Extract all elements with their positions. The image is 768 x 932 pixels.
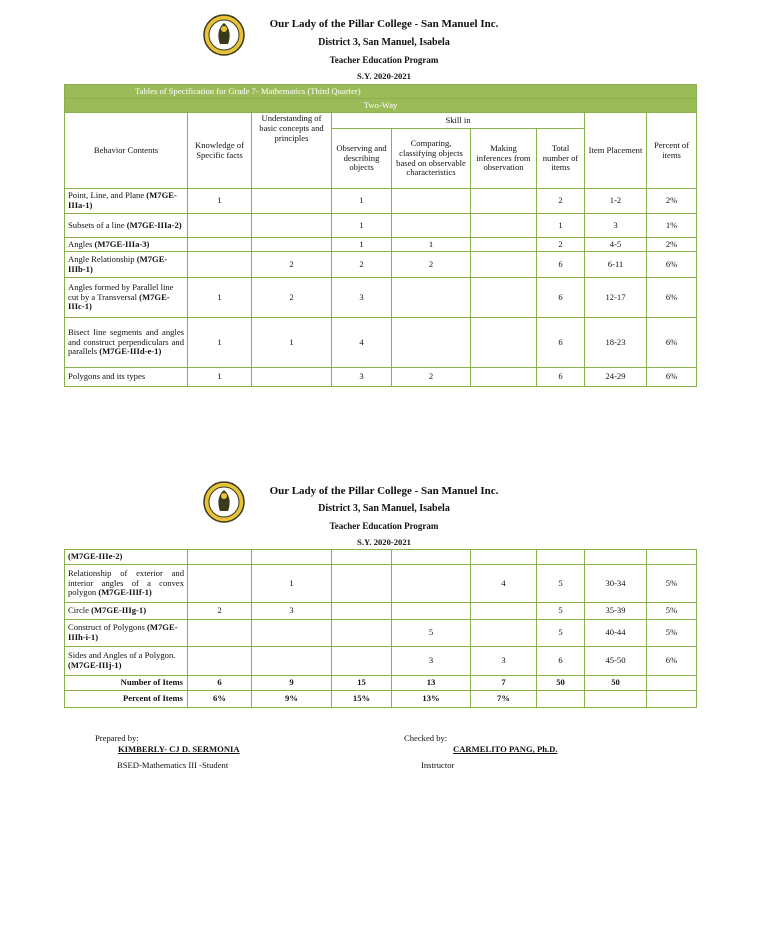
cell-t: 2 xyxy=(537,238,585,252)
cell: 6% xyxy=(188,691,252,708)
cell-t: 5 xyxy=(537,620,585,647)
cell-p: 12-17 xyxy=(585,278,647,318)
behavior-content-cell xyxy=(65,647,188,676)
cell-t: 6 xyxy=(537,278,585,318)
cell-c xyxy=(392,550,471,565)
behavior-content-cell xyxy=(65,238,188,252)
col-total-header: Total number of items xyxy=(537,129,585,189)
cell: 15% xyxy=(332,691,392,708)
cell-c: 1 xyxy=(392,238,471,252)
row-label: Number of Items xyxy=(65,676,188,691)
table-row xyxy=(65,368,697,387)
cell: 50 xyxy=(585,676,647,691)
behavior-content-cell xyxy=(65,603,188,620)
content-text: Construct of Polygons xyxy=(68,622,148,633)
cell: 7% xyxy=(471,691,537,708)
cell-p: 18-23 xyxy=(585,318,647,368)
cell-o: 3 xyxy=(332,368,392,387)
content-text: Bisect line segments and angles and construct perpendiculars and parallels xyxy=(68,326,184,357)
checked-by-label: Checked by: xyxy=(404,733,448,743)
behavior-content-cell xyxy=(65,214,188,238)
table-row xyxy=(65,620,697,647)
cell-u xyxy=(252,214,332,238)
cell-c xyxy=(392,189,471,214)
cell-u: 2 xyxy=(252,252,332,278)
cell-m xyxy=(471,238,537,252)
cell-p: 3 xyxy=(585,214,647,238)
cell-u: 2 xyxy=(252,278,332,318)
content-text: Circle xyxy=(68,605,92,616)
cell-o xyxy=(332,565,392,603)
table-row xyxy=(65,603,697,620)
competency-code: (M7GE-IIIh-i-1) xyxy=(68,622,178,642)
col-placement-header: Item Placement xyxy=(585,113,647,189)
behavior-content-cell xyxy=(65,565,188,603)
cell-o xyxy=(332,620,392,647)
prepared-by-label: Prepared by: xyxy=(95,733,139,743)
program: Teacher Education Program xyxy=(329,55,439,65)
cell-k: 2 xyxy=(188,603,252,620)
cell-m: 3 xyxy=(471,647,537,676)
cell-p: 1-2 xyxy=(585,189,647,214)
program: Teacher Education Program xyxy=(329,521,439,531)
cell-c: 2 xyxy=(392,368,471,387)
cell xyxy=(647,676,697,691)
checked-by-role: Instructor xyxy=(421,760,455,770)
cell-m xyxy=(471,318,537,368)
table-row xyxy=(65,214,697,238)
cell-k: 1 xyxy=(188,278,252,318)
cell-k xyxy=(188,238,252,252)
cell-k xyxy=(188,252,252,278)
cell-k xyxy=(188,214,252,238)
cell-u: 1 xyxy=(252,318,332,368)
cell-o: 1 xyxy=(332,238,392,252)
cell: 13 xyxy=(392,676,471,691)
table-row xyxy=(65,318,697,368)
cell xyxy=(647,691,697,708)
cell-o: 4 xyxy=(332,318,392,368)
table-row xyxy=(65,565,697,603)
competency-code: (M7GE-IIIf-1) xyxy=(98,587,152,598)
competency-code: (M7GE-IIIa-3) xyxy=(94,238,150,249)
cell-m xyxy=(471,620,537,647)
cell-t: 5 xyxy=(537,603,585,620)
col-behavior-header: Behavior Contents xyxy=(65,113,188,189)
cell-o xyxy=(332,647,392,676)
cell-c: 3 xyxy=(392,647,471,676)
cell-u xyxy=(252,238,332,252)
content-text: Subsets of a line xyxy=(68,219,127,230)
cell xyxy=(537,691,585,708)
table-row xyxy=(65,647,697,676)
competency-code: (M7GE-IIIc-1) xyxy=(68,291,170,312)
school-year: S.Y. 2020-2021 xyxy=(357,537,411,547)
table-row xyxy=(65,550,697,565)
col-observing-header: Observing and describing objects xyxy=(332,129,392,189)
cell-pct: 5% xyxy=(647,603,697,620)
cell-c xyxy=(392,565,471,603)
cell-m: 4 xyxy=(471,565,537,603)
table-subtitle: Two-Way xyxy=(65,99,697,113)
cell-c xyxy=(392,214,471,238)
row-label: Percent of Items xyxy=(65,691,188,708)
cell-c xyxy=(392,603,471,620)
competency-code: (M7GE-IIIa-1) xyxy=(68,190,177,210)
cell-p: 6-11 xyxy=(585,252,647,278)
cell-u: 3 xyxy=(252,603,332,620)
table-row xyxy=(65,238,697,252)
behavior-content-cell xyxy=(65,550,188,565)
cell-p xyxy=(585,550,647,565)
cell-k xyxy=(188,550,252,565)
cell-p: 35-39 xyxy=(585,603,647,620)
table-row xyxy=(65,252,697,278)
cell: 13% xyxy=(392,691,471,708)
competency-code: (M7GE-IIIa-2) xyxy=(126,219,182,230)
cell-p: 24-29 xyxy=(585,368,647,387)
cell-m xyxy=(471,550,537,565)
cell-m xyxy=(471,278,537,318)
cell-t xyxy=(537,550,585,565)
school-name: Our Lady of the Pillar College - San Manuel Inc. xyxy=(269,485,499,497)
col-comparing-header: Comparing, classifying objects based on observable characteristics xyxy=(392,129,471,189)
cell-pct: 2% xyxy=(647,189,697,214)
cell-pct: 6% xyxy=(647,252,697,278)
cell-pct: 6% xyxy=(647,318,697,368)
cell-k: 1 xyxy=(188,318,252,368)
content-text: Relationship of exterior and interior angles of a convex polygon xyxy=(68,567,184,598)
behavior-content-cell xyxy=(65,368,188,387)
cell: 15 xyxy=(332,676,392,691)
school-name: Our Lady of the Pillar College - San Manuel Inc. xyxy=(269,18,499,30)
competency-code: (M7GE-IIId-e-1) xyxy=(99,346,162,357)
prepared-by-role: BSED-Mathematics III -Student xyxy=(117,760,229,770)
cell-o: 1 xyxy=(332,214,392,238)
cell-u: 1 xyxy=(252,565,332,603)
cell-pct xyxy=(647,550,697,565)
school-year: S.Y. 2020-2021 xyxy=(357,71,411,81)
cell: 7 xyxy=(471,676,537,691)
behavior-content-cell xyxy=(65,252,188,278)
cell-pct: 6% xyxy=(647,647,697,676)
cell-m xyxy=(471,189,537,214)
cell-o: 1 xyxy=(332,189,392,214)
cell-t: 2 xyxy=(537,189,585,214)
cell-m xyxy=(471,252,537,278)
cell-p: 4-5 xyxy=(585,238,647,252)
content-text: Sides and Angles of a Polygon. xyxy=(68,650,176,661)
cell-pct: 6% xyxy=(647,278,697,318)
number-of-items-row xyxy=(65,676,697,691)
content-text: Angles formed by Parallel line cut by a Transversal xyxy=(68,281,174,302)
cell-m xyxy=(471,368,537,387)
col-understanding-header: Understanding of basic concepts and principles xyxy=(252,113,332,189)
cell-u xyxy=(252,550,332,565)
cell-u xyxy=(252,647,332,676)
content-text: Polygons and its types xyxy=(68,371,146,382)
cell-p: 40-44 xyxy=(585,620,647,647)
cell-c xyxy=(392,318,471,368)
table-title: Tables of Specification for Grade 7- Mathematics (Third Quarter) xyxy=(65,85,697,99)
behavior-content-cell xyxy=(65,620,188,647)
cell-k: 1 xyxy=(188,368,252,387)
behavior-content-cell xyxy=(65,278,188,318)
cell-o xyxy=(332,550,392,565)
table-row xyxy=(65,189,697,214)
cell-k: 1 xyxy=(188,189,252,214)
cell-k xyxy=(188,620,252,647)
cell-m xyxy=(471,603,537,620)
cell-t: 6 xyxy=(537,252,585,278)
cell-t: 6 xyxy=(537,368,585,387)
cell-c: 5 xyxy=(392,620,471,647)
percent-of-items-row xyxy=(65,691,697,708)
behavior-content-cell xyxy=(65,189,188,214)
cell-u xyxy=(252,189,332,214)
cell-t: 6 xyxy=(537,318,585,368)
skill-header: Skill in xyxy=(332,113,585,129)
tos-table-page2 xyxy=(64,549,697,708)
cell-pct: 5% xyxy=(647,565,697,603)
col-making-header: Making inferences from observation xyxy=(471,129,537,189)
cell: 50 xyxy=(537,676,585,691)
cell: 9% xyxy=(252,691,332,708)
tos-table-page1 xyxy=(64,84,697,387)
table-row xyxy=(65,278,697,318)
cell-t: 6 xyxy=(537,647,585,676)
cell-t: 1 xyxy=(537,214,585,238)
cell-m xyxy=(471,214,537,238)
cell-p: 30-34 xyxy=(585,565,647,603)
competency-code: (M7GE-IIIj-1) xyxy=(68,660,122,670)
behavior-content-cell xyxy=(65,318,188,368)
cell-u xyxy=(252,368,332,387)
cell: 6 xyxy=(188,676,252,691)
checked-by-name: CARMELITO PANG, Ph.D. xyxy=(453,744,558,754)
competency-code: (M7GE-IIIb-1) xyxy=(68,253,168,274)
cell-o: 2 xyxy=(332,252,392,278)
cell-o xyxy=(332,603,392,620)
content-text: Angle Relationship xyxy=(68,253,137,264)
competency-code: (M7GE-IIIe-2) xyxy=(68,551,123,562)
cell-pct: 2% xyxy=(647,238,697,252)
cell-o: 3 xyxy=(332,278,392,318)
cell-pct: 6% xyxy=(647,368,697,387)
cell-c: 2 xyxy=(392,252,471,278)
col-knowledge-header: Knowledge of Specific facts xyxy=(188,113,252,189)
cell: 9 xyxy=(252,676,332,691)
content-text: Angles xyxy=(68,238,95,249)
cell-c xyxy=(392,278,471,318)
cell-p: 45-50 xyxy=(585,647,647,676)
cell xyxy=(585,691,647,708)
cell-k xyxy=(188,647,252,676)
cell-pct: 5% xyxy=(647,620,697,647)
district: District 3, San Manuel, Isabela xyxy=(318,503,450,514)
content-text: Point, Line, and Plane xyxy=(68,190,147,201)
col-percent-header: Percent of items xyxy=(647,113,697,189)
cell-k xyxy=(188,565,252,603)
competency-code: (M7GE-IIIg-1) xyxy=(91,605,147,616)
cell-pct: 1% xyxy=(647,214,697,238)
district: District 3, San Manuel, Isabela xyxy=(318,37,450,48)
cell-t: 5 xyxy=(537,565,585,603)
prepared-by-name: KIMBERLY- CJ D. SERMONIA xyxy=(118,744,240,754)
cell-u xyxy=(252,620,332,647)
